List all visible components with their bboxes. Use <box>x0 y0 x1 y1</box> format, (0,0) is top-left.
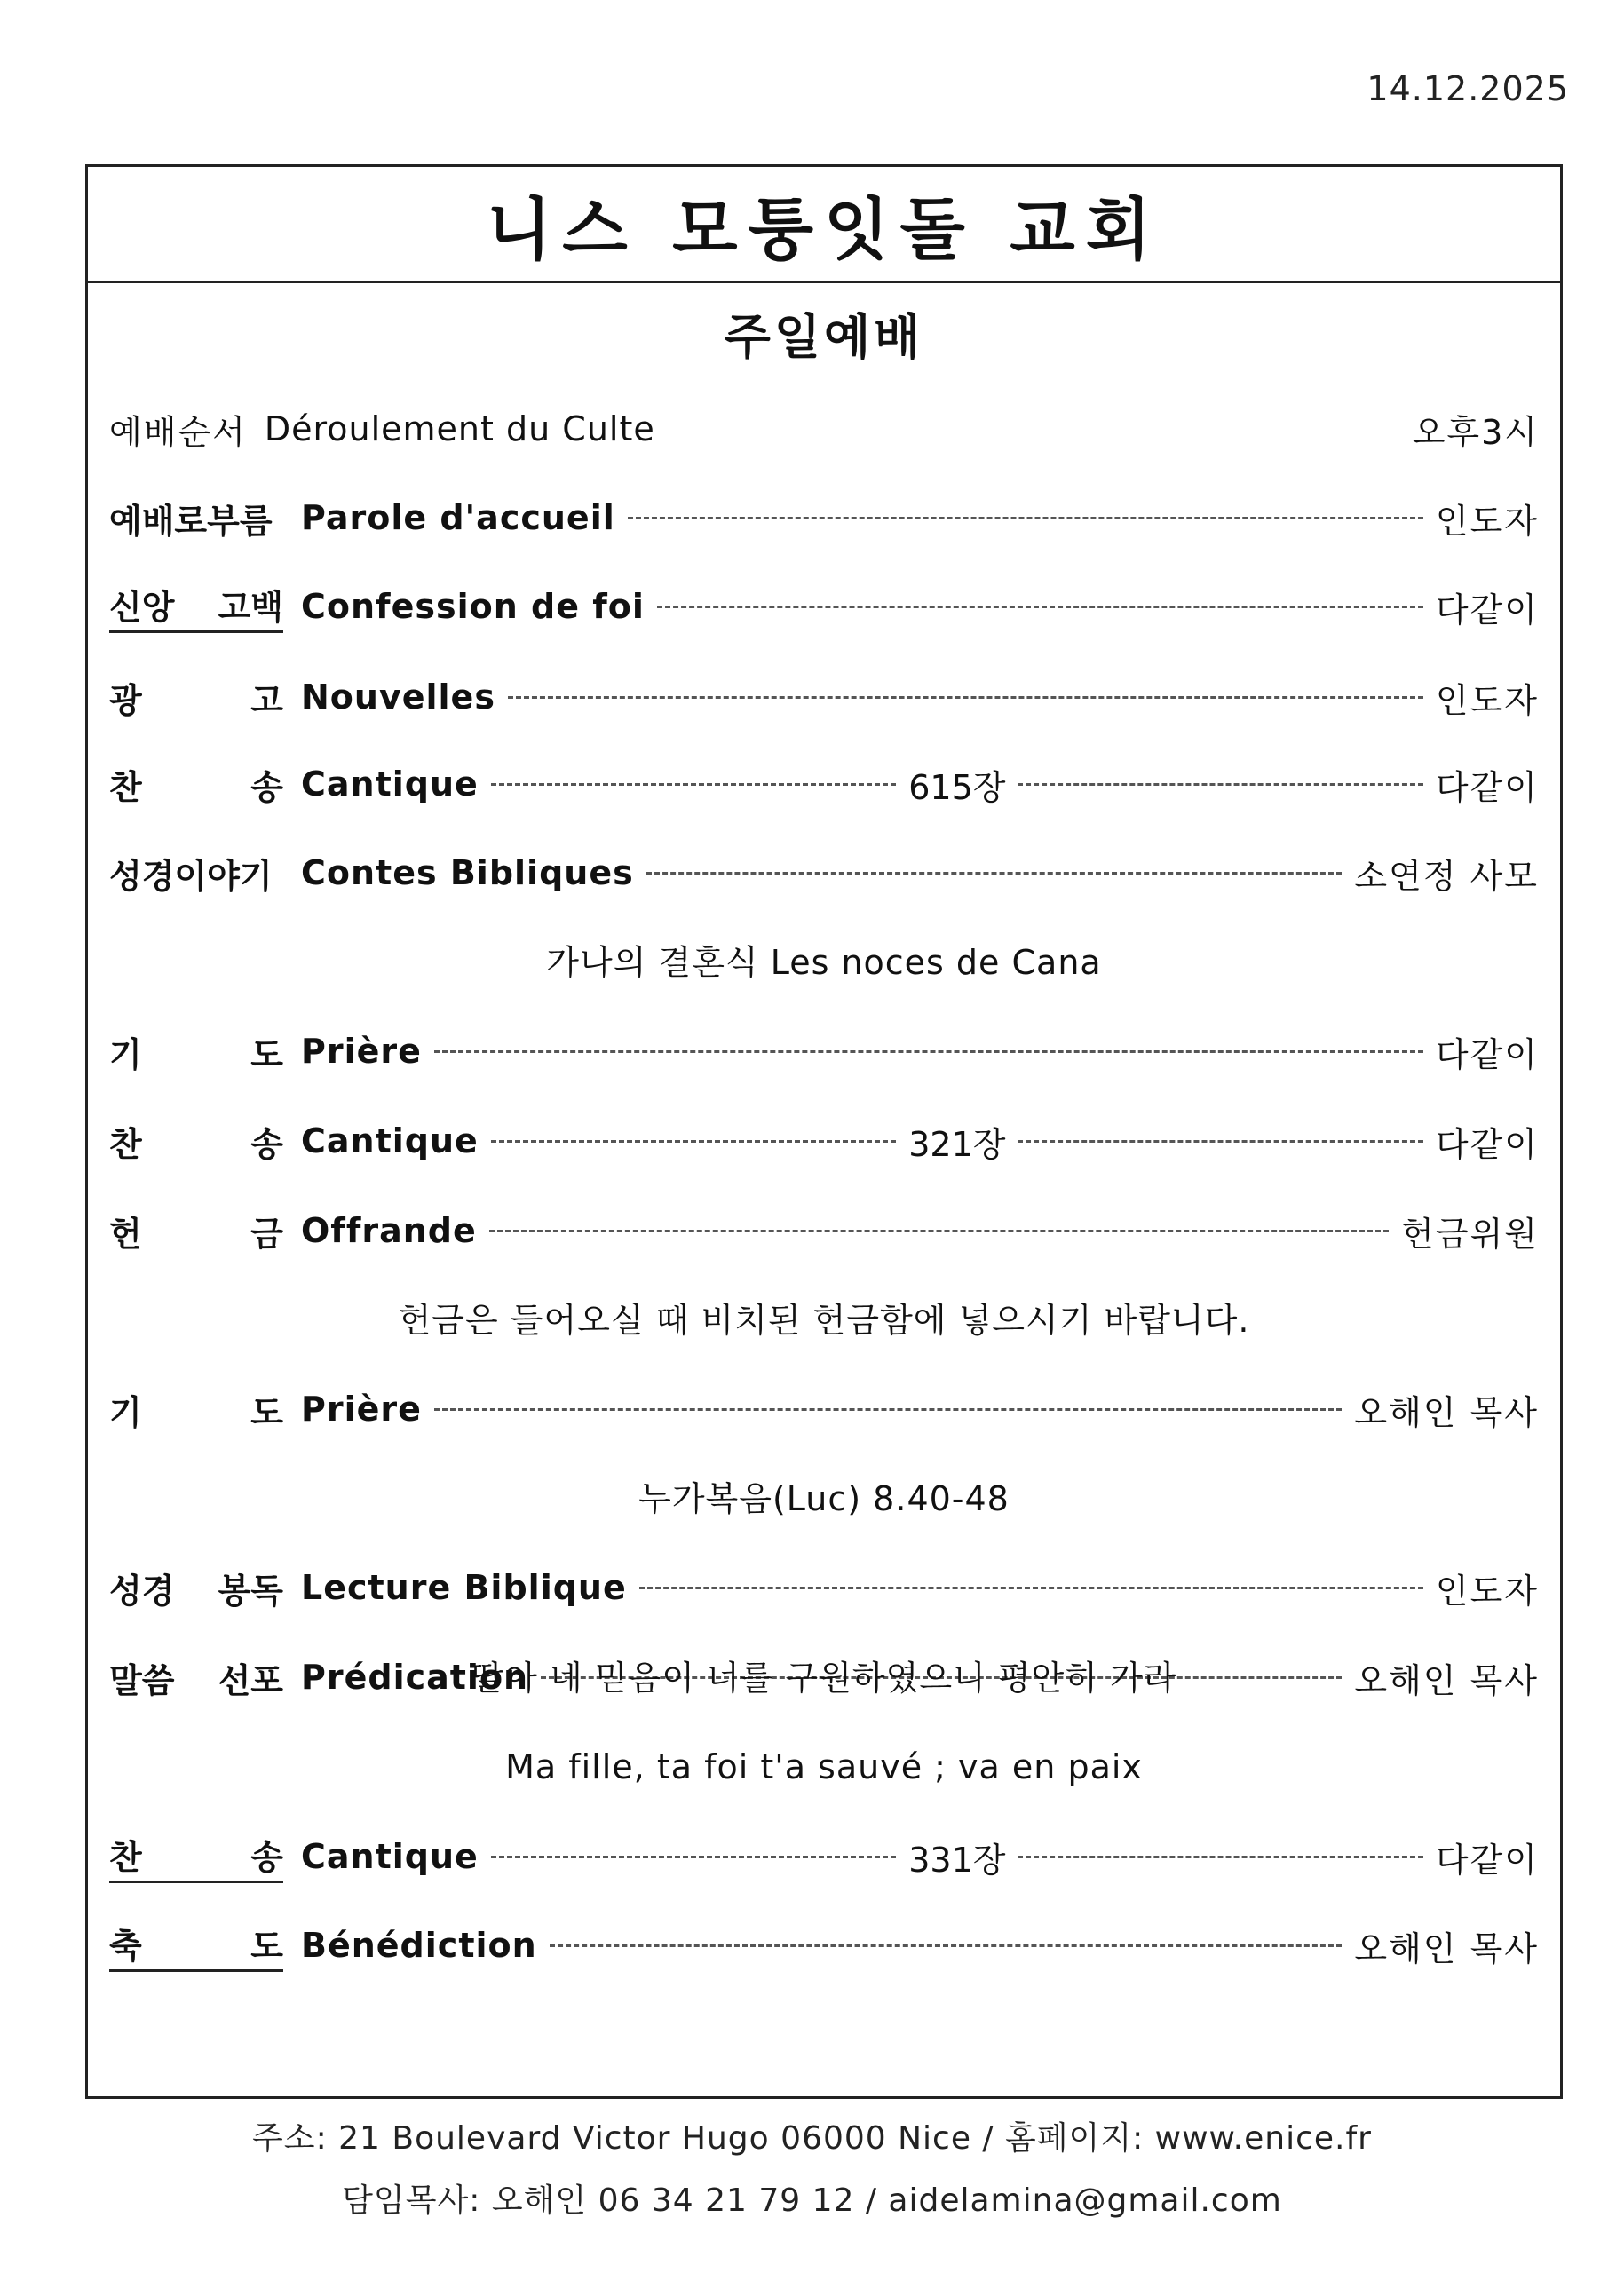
item-label-ko <box>109 1117 283 1166</box>
item-leader: 다같이 <box>1435 1840 1539 1880</box>
item-label-fr: Offrande <box>301 1211 477 1250</box>
item-label-fr: Cantique <box>301 764 479 804</box>
item-label-ko-part: 신앙 <box>109 588 175 627</box>
item-label-ko <box>109 1385 283 1434</box>
offering-note: 헌금은 들어오실 때 비치된 헌금함에 넣으시기 바랍니다. <box>398 1301 1250 1340</box>
item-label-ko-part: 말씀 <box>109 1660 175 1700</box>
dotted-leader <box>434 1408 1342 1411</box>
item-leader: 소연정 사모 <box>1354 856 1539 896</box>
bulletin-date: 14.12.2025 <box>1367 69 1569 108</box>
service-item <box>109 1378 1539 1440</box>
dotted-leader <box>489 1230 1389 1232</box>
item-label-ko-part: 도 <box>250 1034 283 1074</box>
item-label-ko <box>109 1564 283 1612</box>
item-label-fr: Bénédiction <box>301 1926 537 1965</box>
item-label-fr: Parole d'accueil <box>301 498 615 537</box>
item-label-ko-part: 기 <box>109 1392 142 1432</box>
item-label-fr: Prière <box>301 1032 422 1071</box>
sermon-title-fr: Ma fille, ta foi t'a sauvé ; va en paix <box>505 1747 1143 1786</box>
item-label-ko-part: 도 <box>250 1927 283 1966</box>
item-label-fr: Lecture Biblique <box>301 1568 627 1607</box>
item-label-ko <box>109 1919 283 1972</box>
item-leader: 헌금위원 <box>1401 1214 1539 1254</box>
service-item <box>109 1556 1539 1619</box>
item-label-ko <box>109 1830 283 1883</box>
church-name: 니스 모퉁잇돌 교회 <box>486 189 1162 269</box>
service-item <box>109 1826 1539 1888</box>
item-label-fr: Cantique <box>301 1837 479 1876</box>
item-leader: 다같이 <box>1435 1034 1539 1074</box>
dotted-leader <box>1018 1856 1422 1858</box>
footer-pastor: 담임목사: 오해인 06 34 21 79 12 / aidelamina@gmail.com <box>342 2182 1282 2219</box>
item-label-ko <box>109 673 283 722</box>
item-leader: 인도자 <box>1435 1571 1539 1611</box>
order-header <box>109 398 1539 460</box>
service-item <box>109 1200 1539 1262</box>
item-leader: 인도자 <box>1435 680 1539 720</box>
service-item <box>109 842 1539 904</box>
bible-story-title: 가나의 결혼식 Les noces de Cana <box>546 943 1102 982</box>
service-item <box>109 753 1539 815</box>
item-label-fr: Contes Bibliques <box>301 853 634 892</box>
item-label-ko-part: 헌 <box>109 1214 142 1254</box>
item-leader: 다같이 <box>1435 1124 1539 1164</box>
item-label-ko <box>109 580 283 633</box>
item-label-ko <box>109 1027 283 1076</box>
dotted-leader <box>628 517 1423 519</box>
order-label-ko: 예배순서 <box>109 412 247 452</box>
order-label-fr: Déroulement du Culte <box>264 409 655 448</box>
item-label-fr: Nouvelles <box>301 677 495 717</box>
title-box <box>88 167 1560 283</box>
item-label-fr: Prédication <box>301 1658 529 1697</box>
hymn-number: 321장 <box>908 1124 1006 1164</box>
item-label-ko-part: 성경 <box>109 1571 175 1611</box>
item-label-ko-part: 송 <box>250 767 283 807</box>
item-label-ko-part: 예배로부름 <box>109 501 273 541</box>
item-label-ko-part: 봉독 <box>218 1571 283 1611</box>
service-time: 오후3시 <box>1412 412 1539 452</box>
dotted-leader <box>434 1050 1423 1053</box>
item-label-ko-part: 송 <box>250 1838 283 1877</box>
service-item <box>109 666 1539 728</box>
item-label-ko-part: 찬 <box>109 1838 142 1877</box>
scripture-reference: 누가복음(Luc) 8.40-48 <box>638 1479 1010 1518</box>
dotted-leader <box>1018 1140 1422 1143</box>
item-label-ko <box>109 760 283 809</box>
service-item <box>109 1110 1539 1172</box>
item-label-ko-part: 고백 <box>218 588 283 627</box>
dotted-leader <box>639 1587 1423 1589</box>
dotted-leader <box>646 872 1343 875</box>
service-item <box>109 1914 1539 1976</box>
item-label-ko-part: 광 <box>109 680 142 720</box>
item-label-ko-part: 성경이야기 <box>109 856 273 896</box>
item-label-ko-part: 도 <box>250 1392 283 1432</box>
item-leader: 다같이 <box>1435 767 1539 807</box>
hymn-number: 615장 <box>908 767 1006 807</box>
item-label-ko-part: 축 <box>109 1927 142 1966</box>
bulletin-frame <box>85 164 1563 2099</box>
item-label-ko <box>109 1207 283 1255</box>
service-item <box>109 1020 1539 1082</box>
footer-address: 주소: 21 Boulevard Victor Hugo 06000 Nice / 홈페이지: www.enice.fr <box>252 2120 1372 2157</box>
item-leader: 오해인 목사 <box>1354 1660 1539 1700</box>
item-label-ko <box>109 849 283 898</box>
sermon-title-ko: 딸아 네 믿음이 너를 구원하였으니 평안히 가라 <box>471 1659 1177 1698</box>
item-label-ko-part: 기 <box>109 1034 142 1074</box>
service-item <box>109 575 1539 638</box>
dotted-leader <box>508 696 1423 699</box>
item-label-fr: Cantique <box>301 1121 479 1160</box>
dotted-leader <box>1018 783 1422 786</box>
item-label-ko-part: 찬 <box>109 1124 142 1164</box>
hymn-number: 331장 <box>908 1840 1006 1880</box>
item-label-ko-part: 찬 <box>109 767 142 807</box>
dotted-leader <box>491 783 896 786</box>
item-leader: 인도자 <box>1435 501 1539 541</box>
item-leader: 다같이 <box>1435 590 1539 630</box>
item-label-ko-part: 송 <box>250 1124 283 1164</box>
service-item <box>109 487 1539 549</box>
item-label-fr: Prière <box>301 1390 422 1429</box>
dotted-leader <box>491 1856 896 1858</box>
dotted-leader <box>657 606 1423 608</box>
item-leader: 오해인 목사 <box>1354 1928 1539 1968</box>
item-label-ko-part: 금 <box>250 1214 283 1254</box>
dotted-leader <box>491 1140 896 1143</box>
dotted-leader <box>550 1944 1343 1947</box>
item-label-ko-part: 고 <box>250 680 283 720</box>
item-leader: 오해인 목사 <box>1354 1392 1539 1432</box>
service-title: 주일예배 <box>724 309 924 365</box>
item-label-fr: Confession de foi <box>301 587 645 626</box>
item-label-ko <box>109 494 283 543</box>
item-label-ko-part: 선포 <box>218 1660 283 1700</box>
